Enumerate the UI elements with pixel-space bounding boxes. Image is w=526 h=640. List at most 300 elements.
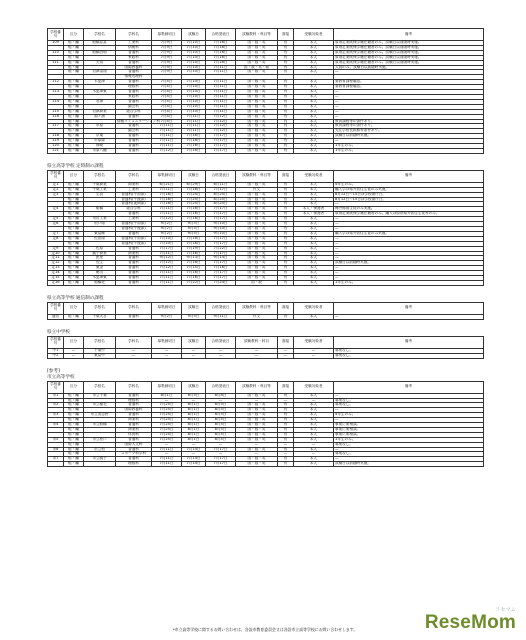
table-cell: 9月5日: [182, 227, 206, 232]
table-cell: 7月9日: [152, 60, 182, 65]
table-cell: 天羽: [84, 60, 116, 65]
table-cell: 9月2日: [152, 314, 182, 319]
table-cell: 試験日以前随時実施。: [334, 462, 484, 467]
table-cell: 7月16日: [152, 192, 182, 197]
table-cell: 有: [278, 280, 294, 285]
table-cell: 普通科: [116, 80, 152, 85]
table-cell: 国・数・英: [236, 266, 278, 271]
table-cell: 原則定業既保学籍在籍者のみ。編入は原則県外居住生徒等のみ。: [334, 212, 484, 217]
table-cell: 有: [278, 114, 294, 119]
table-cell: 8月8日: [206, 393, 236, 398]
table-cell: 転・編: [64, 217, 84, 222]
table-cell: 有: [278, 427, 294, 432]
table-cell: 定14: [48, 271, 64, 276]
table-cell: 7月16日: [182, 241, 206, 246]
table-cell: 有: [278, 212, 294, 217]
table-cell: 国・数・英: [236, 276, 278, 281]
table-cell: [48, 462, 64, 467]
table-cell: 有: [278, 104, 294, 109]
table-cell: 7月25日: [152, 423, 182, 428]
column-header: 試験日: [182, 170, 206, 182]
schedule-table: [47, 170, 484, 286]
table-cell: 転・編: [64, 241, 84, 246]
table-cell: 普通科: [116, 457, 152, 462]
table-cell: 転・編: [64, 256, 84, 261]
table-cell: 7月10日: [182, 55, 206, 60]
table-cell: 転・編: [64, 134, 84, 139]
table-cell: 定16: [48, 280, 64, 285]
table-cell: 7月16日: [206, 55, 236, 60]
table-cell: 転・編: [64, 393, 84, 398]
table-cell: —: [294, 452, 334, 457]
table-cell: 7月11日: [206, 109, 236, 114]
table-cell: 9月5日: [182, 222, 206, 227]
table-cell: 1年生のみ。: [334, 437, 484, 442]
table-cell: 8月25日: [206, 192, 236, 197]
table-cell: —: [334, 393, 484, 398]
section-title: [参考]: [47, 368, 60, 374]
table-cell: 作文: [236, 187, 278, 192]
table-cell: —: [334, 217, 484, 222]
table-cell: 国・数・英・面: [236, 65, 278, 70]
table-cell: 普通科: [116, 124, 152, 129]
table-cell: 生浜: [84, 192, 116, 197]
table-cell: 転・編: [64, 50, 84, 55]
footnote: *市立高等学校に関するお問い合わせは、各設市教育委員会又は各設市立高等学校にお問い合わせします。: [172, 627, 358, 632]
table-cell: 転・編: [64, 447, 84, 452]
table-cell: 本人: [294, 408, 334, 413]
table-cell: 有: [278, 314, 294, 319]
table-cell: 7月11日: [152, 139, 182, 144]
table-cell: 有: [278, 261, 294, 266]
table-row: [48, 314, 484, 319]
table-cell: 7月11日: [182, 124, 206, 129]
table-cell: 原則定業既保学籍在籍者のみ。試験日以前随時実施。: [334, 41, 484, 46]
column-header: 試験教科・科目等: [236, 381, 278, 393]
table-cell: 普通科: [116, 266, 152, 271]
table-cell: 有: [278, 222, 294, 227]
table-cell: 7月9日: [152, 41, 182, 46]
table-cell: 市川工業: [84, 217, 116, 222]
column-header: 区分: [64, 302, 84, 314]
table-cell: —: [334, 109, 484, 114]
table-cell: 普通科: [116, 437, 152, 442]
table-cell: 7月11日: [152, 276, 182, 281]
table-cell: 7月12日: [206, 119, 236, 124]
table-cell: 工業科: [116, 217, 152, 222]
table-cell: 商業科: [116, 251, 152, 256]
table-cell: 7月17日: [206, 212, 236, 217]
table-cell: 国・数・英: [236, 50, 278, 55]
table-cell: 9月10日: [206, 222, 236, 227]
table-cell: —: [152, 348, 182, 353]
table-cell: 9月14日: [206, 256, 236, 261]
table-cell: 国・数・英: [236, 119, 278, 124]
table-cell: 転・編: [64, 55, 84, 60]
table-cell: 家政科: [116, 94, 152, 99]
table-cell: 普通科: [116, 139, 152, 144]
table-cell: 国・数・英: [236, 261, 278, 266]
column-header: 学校名: [84, 381, 116, 393]
table-cell: 有: [278, 202, 294, 207]
table-cell: —: [334, 70, 484, 75]
section-gap: [47, 320, 483, 330]
table-cell: 114: [48, 99, 64, 104]
table-cell: 7月22日: [182, 280, 206, 285]
column-header: 受験対象者: [294, 336, 334, 348]
column-header: 募集締切日: [152, 29, 182, 41]
table-cell: 有: [278, 246, 294, 251]
table-cell: 千葉工業: [84, 187, 116, 192]
header-row: [48, 381, 484, 393]
table-cell: 109: [48, 41, 64, 46]
table-cell: 8月1日: [182, 432, 206, 437]
table-cell: 7月17日: [206, 217, 236, 222]
table-cell: —: [294, 442, 334, 447]
table-cell: 佐倉南: [84, 236, 116, 241]
table-cell: 7月10日: [182, 80, 206, 85]
table-cell: 121: [48, 148, 64, 153]
column-header: 備考: [334, 29, 484, 41]
table-cell: 本人・保護者: [294, 207, 334, 212]
table-cell: 市4: [48, 423, 64, 428]
table-cell: 7月22日: [206, 246, 236, 251]
table-cell: —: [334, 266, 484, 271]
table-cell: 国・数・英: [236, 256, 278, 261]
table-cell: 原則定業既保学籍在籍者のみ。試験日以前随時実施。: [334, 50, 484, 55]
table-cell: 120: [48, 144, 64, 149]
table-cell: 有: [278, 408, 294, 413]
table-cell: 転・編: [64, 314, 84, 319]
table-cell: 9月5日: [182, 231, 206, 236]
table-cell: 国・数・英: [236, 45, 278, 50]
column-header: 学科名: [116, 29, 152, 41]
table-cell: 国・数・英: [236, 271, 278, 276]
table-cell: 9月11日: [206, 314, 236, 319]
table-cell: 本人: [294, 187, 334, 192]
table-cell: 中2: [48, 353, 64, 358]
logo-text: ReseMom: [424, 612, 516, 633]
table-cell: 本人: [294, 437, 334, 442]
table-cell: 市原八幡: [84, 148, 116, 153]
table-cell: 本人: [294, 231, 334, 236]
table-cell: 7月10日: [182, 99, 206, 104]
table-cell: 転・編: [64, 231, 84, 236]
table-cell: 普通科: [116, 403, 152, 408]
table-cell: 有: [278, 85, 294, 90]
table-cell: 国・数・英: [236, 70, 278, 75]
column-header: 区分: [64, 170, 84, 182]
table-cell: 7月10日: [182, 90, 206, 95]
schedule-table: [47, 28, 484, 154]
table-cell: 普通科: [116, 271, 152, 276]
table-cell: 8月1日: [182, 437, 206, 442]
table-cell: —: [334, 114, 484, 119]
table-cell: —: [334, 90, 484, 95]
table-cell: 理数科: [116, 398, 152, 403]
table-cell: 7月25日: [152, 437, 182, 442]
table-cell: 7月16日: [182, 144, 206, 149]
table-cell: 7月17日: [206, 148, 236, 153]
table-cell: 転・編: [64, 403, 84, 408]
table-cell: 本人: [294, 41, 334, 46]
document-sheet: [47, 28, 483, 467]
section-title: 県立高等学校 定時制の課程: [47, 163, 104, 169]
table-cell: 情報コミュニケーション科: [117, 118, 160, 123]
table-cell: 1年生のみ。: [334, 280, 484, 285]
table-cell: 本人: [294, 280, 334, 285]
table-cell: —: [334, 314, 484, 319]
table-cell: 定6: [48, 222, 64, 227]
table-cell: 本人: [294, 271, 334, 276]
table-cell: 7月16日: [182, 217, 206, 222]
table-cell: —: [206, 348, 236, 353]
table-cell: 本人: [294, 241, 334, 246]
table-cell: 転・編: [64, 148, 84, 153]
table-cell: 6月21日: [152, 182, 182, 187]
table-cell: 工業科: [116, 187, 152, 192]
column-header: 学科名: [116, 170, 152, 182]
table-cell: 有: [278, 251, 294, 256]
table-cell: 普通科: [116, 393, 152, 398]
table-cell: 本人・保護者: [294, 212, 334, 217]
table-cell: 理数科: [116, 462, 152, 467]
table-cell: 東葛中: [84, 353, 116, 358]
column-header: 学校名: [84, 336, 116, 348]
table-cell: 情報処理科: [116, 75, 152, 80]
table-cell: 総合学科: [116, 109, 152, 114]
table-cell: —: [334, 457, 484, 462]
table-cell: 教育課程等の条件あり。: [334, 124, 484, 129]
table-cell: 本人: [294, 266, 334, 271]
table-cell: 本人: [294, 109, 334, 114]
table-cell: 7月17日: [206, 271, 236, 276]
table-cell: 国・数・英: [236, 55, 278, 60]
table-cell: 8月1日: [182, 413, 206, 418]
table-cell: 定4: [48, 207, 64, 212]
table-cell: 7月25日: [152, 408, 182, 413]
logo-subtext: リセマム: [495, 607, 516, 613]
table-cell: 7月11日: [206, 70, 236, 75]
table-cell: 転・編: [64, 266, 84, 271]
table-cell: 要教育課程確認。: [334, 85, 484, 90]
column-header: 試験教科・科目: [236, 336, 278, 348]
table-cell: 編入学は県外居住生徒のみ実施。: [334, 231, 484, 236]
table-cell: 国・数・英: [236, 462, 278, 467]
table-cell: 7月16日: [152, 202, 182, 207]
table-cell: 国・数・英: [236, 437, 278, 442]
table-cell: 工業科: [116, 41, 152, 46]
table-cell: 8月5日: [206, 423, 236, 428]
table-cell: 8月5日: [206, 403, 236, 408]
table-cell: 匝瑳: [84, 256, 116, 261]
column-header: 募集締切日: [152, 336, 182, 348]
table-cell: 112: [48, 80, 64, 85]
table-cell: 募集なし。: [334, 442, 484, 447]
table-cell: 7月25日: [182, 197, 206, 202]
table-cell: 募集なし。: [334, 398, 484, 403]
table-cell: 国・数・英: [236, 129, 278, 134]
table-cell: 7月16日: [206, 45, 236, 50]
table-cell: 転・編: [64, 251, 84, 256]
table-cell: 本人: [294, 129, 334, 134]
table-cell: 東金: [84, 266, 116, 271]
table-cell: —: [334, 202, 484, 207]
table-cell: 松戸南: [84, 222, 116, 227]
table-cell: 有: [278, 236, 294, 241]
table-cell: 7月12日: [206, 129, 236, 134]
table-cell: 転・編: [64, 45, 84, 50]
section-title: 県立高等学校 通信制の課程: [47, 295, 104, 301]
table-cell: 7月16日: [182, 212, 206, 217]
table-cell: 転・編: [64, 104, 84, 109]
table-cell: —: [278, 442, 294, 447]
table-cell: 市6: [48, 447, 64, 452]
table-cell: 本人: [294, 148, 334, 153]
table-cell: 国・数・英: [236, 212, 278, 217]
table-cell: 9月2日: [152, 227, 182, 232]
table-cell: 先住学校長推薦等条件あり。: [334, 129, 484, 134]
table-cell: —: [334, 256, 484, 261]
table-cell: 君津清翔: [84, 70, 116, 75]
table-cell: 4年生のみ。: [334, 413, 484, 418]
table-cell: 7月19日: [182, 246, 206, 251]
table-cell: 有: [278, 60, 294, 65]
table-cell: —: [278, 398, 294, 403]
table-cell: 9月10日: [206, 231, 236, 236]
table-cell: 国際教養科: [116, 65, 152, 70]
table-cell: 転・編: [64, 437, 84, 442]
table-cell: —: [334, 271, 484, 276]
table-cell: 長生: [84, 261, 116, 266]
table-cell: 転・編: [64, 70, 84, 75]
table-cell: —: [152, 452, 182, 457]
table-cell: 7月4日: [152, 85, 182, 90]
table-cell: —: [206, 442, 236, 447]
table-cell: 7月17日: [206, 241, 236, 246]
table-cell: 有: [278, 80, 294, 85]
column-header: 試験日: [182, 29, 206, 41]
table-cell: 欠員のみ。試験日以前随時実施。: [334, 65, 484, 70]
table-cell: 定13: [48, 266, 64, 271]
table-cell: [84, 462, 116, 467]
table-cell: 本人: [294, 85, 334, 90]
table-cell: 通信: [48, 314, 64, 319]
table-cell: 本人: [294, 227, 334, 232]
table-cell: 普通科: [116, 114, 152, 119]
table-cell: 7月10日: [182, 109, 206, 114]
table-cell: 定8: [48, 236, 64, 241]
table-cell: 有: [278, 437, 294, 442]
table-cell: 8月12日～15日は学校閉庁日。: [334, 197, 484, 202]
table-cell: 普通科(午前部): [116, 236, 152, 241]
table-cell: 木更津: [84, 80, 116, 85]
table-cell: 転・編: [64, 227, 84, 232]
table-cell: 7月10日: [182, 94, 206, 99]
table-cell: 7月16日: [182, 134, 206, 139]
table-cell: 有: [278, 432, 294, 437]
header-row: [48, 29, 484, 41]
table-cell: 国・数・英: [236, 432, 278, 437]
table-cell: 7月12日: [206, 124, 236, 129]
table-cell: —: [334, 222, 484, 227]
table-cell: 国・数・英: [236, 144, 278, 149]
table-cell: 国・数・英: [236, 99, 278, 104]
table-cell: 本人: [294, 393, 334, 398]
table-cell: 本人: [294, 192, 334, 197]
table-cell: 銚子商業: [84, 251, 116, 256]
table-cell: 国・数・英: [236, 222, 278, 227]
table-cell: 普通科: [116, 276, 152, 281]
table-cell: 7月9日: [152, 45, 182, 50]
table-cell: 国・数・英: [236, 217, 278, 222]
table-cell: 7月9日: [152, 65, 182, 70]
table-cell: 市原: [84, 124, 116, 129]
table-cell: 7月11日: [152, 129, 182, 134]
table-cell: 8月1日: [152, 393, 182, 398]
table-cell: 国・数・英: [236, 413, 278, 418]
table-cell: 総合学科: [116, 207, 152, 212]
table-cell: 定10: [48, 251, 64, 256]
table-cell: 7月16日: [182, 148, 206, 153]
table-cell: 7月9日: [152, 70, 182, 75]
table-cell: 7月10日: [182, 85, 206, 90]
table-cell: 7月10日: [182, 45, 206, 50]
table-cell: —: [334, 139, 484, 144]
table-cell: 市立稲毛: [84, 403, 116, 408]
table-cell: 転・編: [64, 90, 84, 95]
table-cell: 本人: [294, 447, 334, 452]
table-cell: 本人: [294, 314, 334, 319]
column-header: 学校名: [84, 302, 116, 314]
table-cell: 7月11日: [152, 457, 182, 462]
table-cell: 転・編: [64, 124, 84, 129]
table-cell: 7月15日: [182, 266, 206, 271]
table-cell: 国・数・英: [236, 403, 278, 408]
table-cell: 7月4日: [152, 80, 182, 85]
table-cell: 有: [278, 129, 294, 134]
table-cell: 普通科: [116, 261, 152, 266]
column-header: 学校名: [84, 170, 116, 182]
table-cell: 普通科: [116, 423, 152, 428]
table-cell: 有: [278, 94, 294, 99]
table-cell: 本人: [294, 99, 334, 104]
column-header: 面接: [278, 336, 294, 348]
table-cell: 7月25日: [152, 413, 182, 418]
table-cell: 市立銚子: [84, 457, 116, 462]
table-cell: —: [182, 452, 206, 457]
table-cell: —: [64, 348, 84, 353]
column-header: 受験対象者: [294, 381, 334, 393]
table-cell: 姉崎: [84, 144, 116, 149]
table-cell: 7月11日: [152, 144, 182, 149]
table-cell: 7月4日: [152, 109, 182, 114]
table-cell: 中1: [48, 348, 64, 353]
table-cell: 転・編: [64, 280, 84, 285]
table-cell: 有: [278, 50, 294, 55]
table-cell: 転・編: [64, 85, 84, 90]
table-cell: 千葉中: [84, 348, 116, 353]
table-cell: 作文: [236, 314, 278, 319]
table-cell: 本人: [294, 55, 334, 60]
table-cell: 本人: [294, 139, 334, 144]
table-cell: 普通科: [116, 99, 152, 104]
table-cell: 国・数・英: [236, 241, 278, 246]
table-cell: —: [334, 104, 484, 109]
table-cell: 本人: [294, 45, 334, 50]
table-cell: 7月16日: [152, 197, 182, 202]
table-cell: 有: [278, 271, 294, 276]
